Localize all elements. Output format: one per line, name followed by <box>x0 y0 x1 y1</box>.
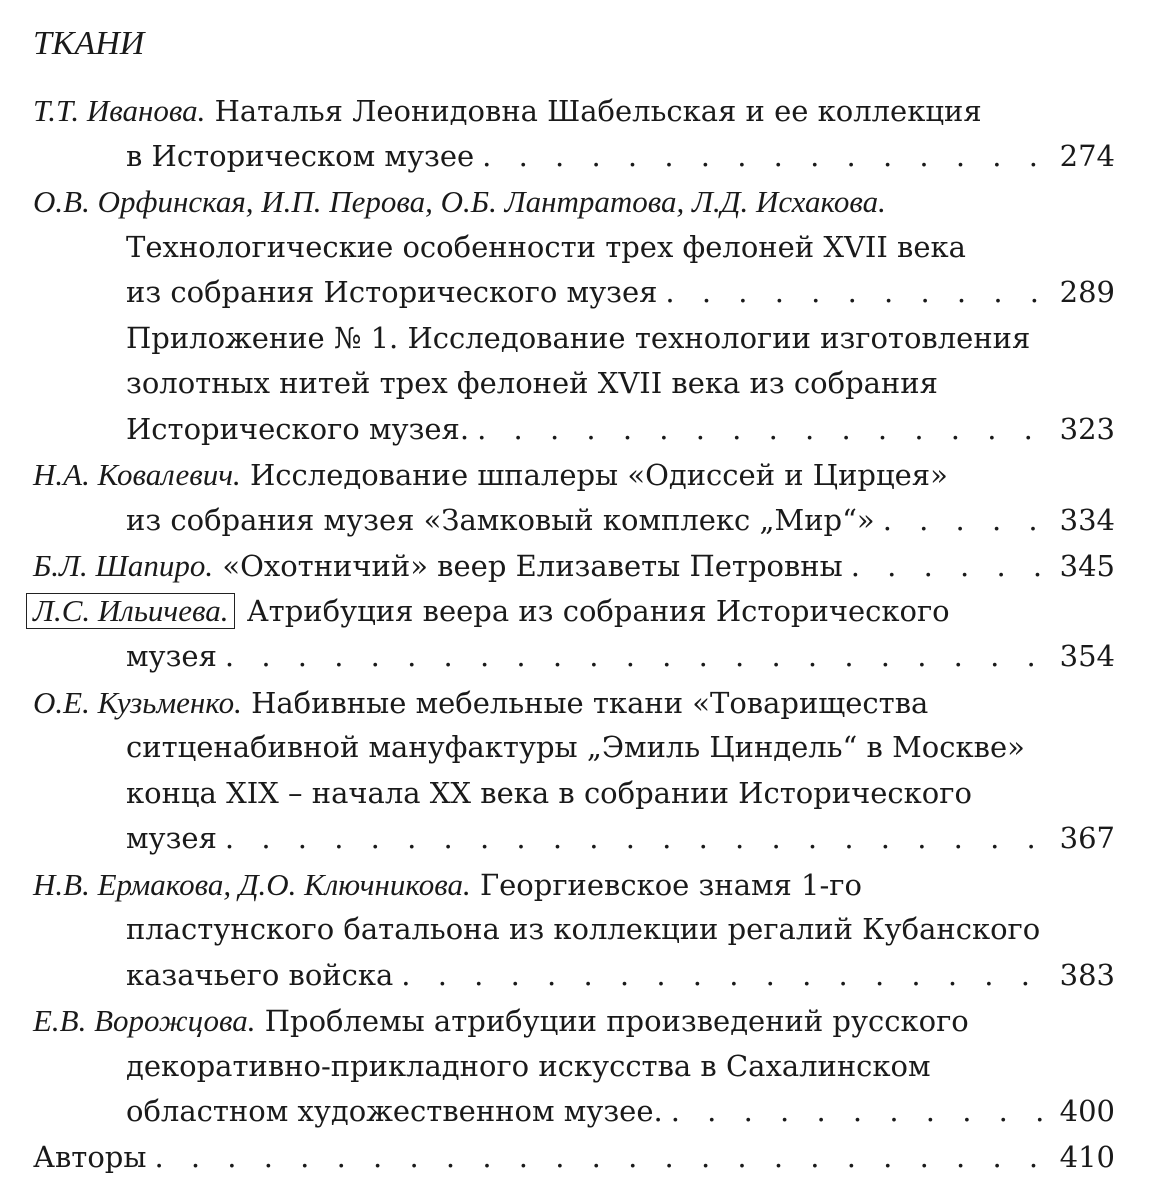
entry-author: Т.Т. Иванова. <box>33 93 206 128</box>
page-number: 383 <box>1059 957 1115 992</box>
toc-entry[interactable] <box>33 543 1115 589</box>
entry-title: Исследование шпалеры «Одиссей и Цирцея» <box>250 458 948 492</box>
entry-title: Атрибуция веера из собрания Исторического <box>246 593 950 628</box>
dot-leader <box>482 134 1049 180</box>
entry-first-line <box>33 179 1115 225</box>
page-number: 400 <box>1059 1094 1115 1128</box>
entry-first-line <box>33 88 1115 134</box>
toc-entry[interactable] <box>33 862 1115 999</box>
entry-title-line: Приложение № 1. Исследование технологии изготовления <box>126 320 1031 355</box>
toc-entry[interactable] <box>33 589 1115 680</box>
entry-author: Н.В. Ермакова, Д.О. Ключникова. <box>33 866 471 902</box>
entry-author: О.Е. Кузьменко. <box>33 684 242 720</box>
entry-title-line: ситценабивной мануфактуры „Эмиль Циндель“ в Москве» <box>126 730 1025 764</box>
entry-title: Наталья Леонидовна Шабельская и ее коллекция <box>214 94 982 128</box>
page-number: 367 <box>1059 821 1115 855</box>
entry-last-line <box>33 270 1115 316</box>
entry-first-line <box>33 543 1115 589</box>
entry-first-line <box>33 680 1115 726</box>
entry-last-line <box>33 134 1115 180</box>
dot-leader <box>883 498 1049 544</box>
page-number: 345 <box>1059 549 1115 583</box>
entry-author-boxed: Л.С. Ильичева. <box>26 593 235 629</box>
toc-entry[interactable] <box>33 88 1115 179</box>
entry-title-end: в Историческом музее <box>126 138 475 173</box>
entry-author: Е.В. Ворожцова. <box>33 1003 256 1038</box>
entry-title-line: конца XIX – начала XX века в собрании Исторического <box>126 775 972 810</box>
dot-leader <box>225 634 1049 680</box>
entry-last-line <box>33 407 1115 453</box>
entry-first-line <box>33 862 1115 908</box>
dot-leader <box>671 1089 1049 1135</box>
entry-title-end: музея <box>126 821 217 855</box>
entry-author: Б.Л. Шапиро. <box>33 548 214 583</box>
toc-entry[interactable] <box>33 452 1115 543</box>
toc-entry[interactable] <box>33 316 1115 453</box>
section-title: ТКАНИ <box>33 25 145 62</box>
entry-first-line <box>33 1135 1115 1181</box>
entry-author: О.В. Орфинская, И.П. Перова, О.Б. Лантратова, Л.Д. Исхакова. <box>33 184 886 219</box>
toc-entries <box>33 88 1115 1180</box>
dot-leader <box>665 270 1049 316</box>
dot-leader <box>401 953 1049 999</box>
entry-last-line <box>33 1089 1115 1135</box>
toc-entry[interactable] <box>33 680 1115 862</box>
entry-last-line <box>33 498 1115 544</box>
entry-title-end: из собрания музея «Замковый комплекс „Мир“» <box>126 502 875 537</box>
entry-last-line <box>33 953 1115 999</box>
entry-title-end: Исторического музея. <box>126 411 470 446</box>
page-number: 289 <box>1059 275 1115 309</box>
dot-leader <box>477 407 1049 453</box>
entry-last-line <box>33 816 1115 862</box>
page-number: 354 <box>1059 639 1115 673</box>
entry-title-line: Технологические особенности трех фелоней XVII века <box>126 229 966 264</box>
entry-first-line <box>33 998 1115 1044</box>
entry-title: «Охотничий» веер Елизаветы Петровны <box>222 549 843 583</box>
page-number: 410 <box>1059 1139 1115 1174</box>
dot-leader <box>154 1135 1049 1181</box>
entry-title-line: золотных нитей трех фелоней XVII века из собрания <box>126 366 938 400</box>
toc-entry[interactable] <box>33 179 1115 316</box>
entry-title-end: музея <box>126 639 217 673</box>
page-number: 334 <box>1059 502 1115 537</box>
toc-entry-authors[interactable] <box>33 1135 1115 1181</box>
entry-title-end: областном художественном музее. <box>126 1094 663 1128</box>
entry-title: Авторы <box>33 1139 147 1174</box>
toc-entry[interactable] <box>33 998 1115 1135</box>
entry-title: Георгиевское знамя 1-го <box>479 867 862 902</box>
entry-first-line <box>33 452 1115 498</box>
entry-title-end: из собрания Исторического музея <box>126 275 658 309</box>
entry-first-line <box>33 589 1115 635</box>
entry-title: Набивные мебельные ткани «Товарищества <box>251 685 929 720</box>
dot-leader <box>851 544 1049 590</box>
entry-title-end: казачьего войска <box>126 957 394 992</box>
entry-title-line: пластунского батальона из коллекции регалий Кубанского <box>126 912 1041 946</box>
entry-author: Н.А. Ковалевич. <box>33 457 241 492</box>
entry-title-line: декоративно-прикладного искусства в Сахалинском <box>126 1048 931 1083</box>
dot-leader <box>225 816 1049 862</box>
page-number: 274 <box>1059 138 1115 173</box>
entry-title: Проблемы атрибуции произведений русского <box>264 1004 969 1038</box>
entry-last-line <box>33 634 1115 680</box>
page-number: 323 <box>1059 411 1115 446</box>
